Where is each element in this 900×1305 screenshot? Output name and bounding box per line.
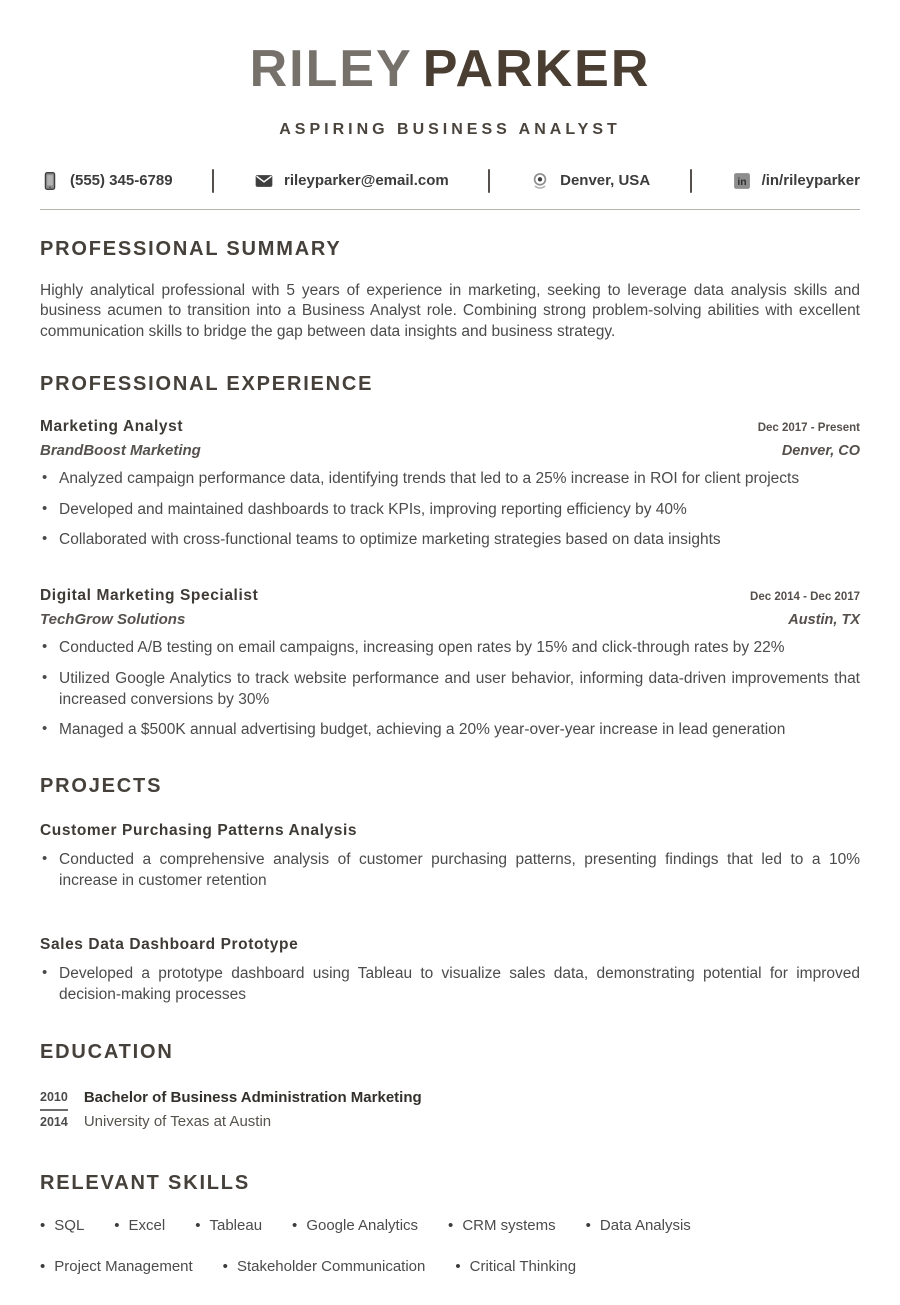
bullet-item: • Conducted a comprehensive analysis of customer purchasing patterns, presenting findings that led to a 10% increase in customer retention	[40, 850, 860, 892]
email-link[interactable]	[254, 171, 449, 191]
skills-list	[40, 1217, 860, 1275]
job-company: BrandBoost Marketing	[40, 441, 201, 459]
linkedin-text: /in/rileyparker	[761, 172, 860, 190]
candidate-last-name: PARKER	[422, 40, 651, 98]
education-years	[40, 1088, 68, 1132]
education-degree: Bachelor of Business Administration Marketing	[83, 1089, 422, 1107]
skill-item: • Excel	[114, 1217, 165, 1234]
bullet-item: • Developed and maintained dashboards to track KPIs, improving reporting efficiency by 40%	[40, 500, 860, 521]
education-year-start: 2010	[40, 1088, 68, 1110]
education-entry	[40, 1088, 860, 1132]
linkedin-link[interactable]	[732, 171, 860, 191]
skill-item: • Google Analytics	[292, 1217, 418, 1234]
skill-item: • Project Management	[40, 1258, 193, 1275]
bullet-item: • Analyzed campaign performance data, identifying trends that led to a 25% increase in ROI for client projects	[40, 469, 860, 490]
candidate-name	[40, 42, 860, 97]
candidate-first-name: RILEY	[249, 40, 413, 98]
summary-heading: PROFESSIONAL SUMMARY	[40, 237, 342, 260]
svg-text:in: in	[736, 176, 747, 188]
project-entry	[40, 936, 860, 1006]
bullet-item: • Developed a prototype dashboard using Tableau to visualize sales data, demonstrating potential for improved decision-making processes	[40, 964, 860, 1006]
job-dates: Dec 2017 - Present	[757, 421, 860, 434]
skill-item: • Critical Thinking	[455, 1258, 576, 1275]
location-item	[530, 171, 650, 191]
skill-item: • Stakeholder Communication	[223, 1258, 426, 1275]
projects-heading: PROJECTS	[40, 775, 163, 798]
location-pin-icon	[530, 171, 550, 191]
education-detail	[84, 1088, 422, 1132]
education-year-end: 2014	[40, 1114, 68, 1129]
education-heading: EDUCATION	[40, 1041, 174, 1064]
job-bullets	[40, 638, 860, 741]
location-text: Denver, USA	[560, 172, 651, 190]
education-list	[40, 1088, 860, 1132]
candidate-title: ASPIRING BUSINESS ANALYST	[279, 120, 621, 138]
job-location: Austin, TX	[788, 612, 860, 629]
job-title: Digital Marketing Specialist	[40, 587, 259, 605]
job-bullets	[40, 469, 860, 551]
bullet-item: • Managed a $500K annual advertising budget, achieving a 20% year-over-year increase in lead generation	[40, 720, 860, 741]
job-entry	[40, 418, 860, 551]
experience-heading: PROFESSIONAL EXPERIENCE	[40, 372, 374, 395]
contact-bar	[40, 169, 860, 193]
job-title: Marketing Analyst	[40, 417, 184, 435]
project-entry	[40, 822, 860, 892]
projects-list	[40, 822, 860, 1005]
resume-header	[40, 42, 860, 210]
bullet-item: • Utilized Google Analytics to track website performance and user behavior, informing data-driven improvements that increased conversions by 30%	[40, 669, 860, 711]
skill-item: • CRM systems	[448, 1217, 556, 1234]
job-entry	[40, 587, 860, 741]
envelope-icon	[254, 171, 274, 191]
job-location: Denver, CO	[781, 442, 860, 459]
phone-text: (555) 345-6789	[70, 172, 173, 190]
section-education	[40, 1041, 860, 1132]
phone-link[interactable]	[40, 171, 173, 191]
linkedin-icon	[732, 171, 752, 191]
project-bullets	[40, 850, 860, 892]
phone-icon	[40, 171, 60, 191]
project-bullets	[40, 964, 860, 1006]
bullet-item: • Conducted A/B testing on email campaigns, increasing open rates by 15% and click-through rates by 22%	[40, 638, 860, 659]
header-divider	[40, 209, 860, 210]
skill-item: • SQL	[40, 1217, 84, 1234]
job-dates: Dec 2014 - Dec 2017	[750, 591, 860, 604]
experience-list	[40, 418, 860, 741]
summary-text: Highly analytical professional with 5 years of experience in marketing, seeking to leverage data analysis skills and business acumen to transition into a Business Analyst role. Combining strong problem-solving abilities with excellent communication skills to bridge the gap between data insights and business strategy.	[40, 281, 860, 341]
project-title: Customer Purchasing Patterns Analysis	[40, 822, 358, 840]
skill-item: • Data Analysis	[586, 1217, 691, 1234]
bullet-item: • Collaborated with cross-functional teams to optimize marketing strategies based on data insights	[40, 530, 860, 551]
section-projects	[40, 775, 860, 1005]
section-professional-experience	[40, 373, 860, 741]
section-professional-summary	[40, 238, 860, 343]
contact-separator	[212, 169, 214, 193]
contact-separator	[690, 169, 692, 193]
skills-heading: RELEVANT SKILLS	[40, 1172, 250, 1195]
education-school: University of Texas at Austin	[83, 1112, 272, 1130]
contact-separator	[488, 169, 490, 193]
job-company: TechGrow Solutions	[40, 611, 186, 629]
project-title: Sales Data Dashboard Prototype	[40, 935, 299, 953]
skill-item: • Tableau	[195, 1217, 262, 1234]
email-text: rileyparker@email.com	[283, 172, 449, 190]
section-relevant-skills	[40, 1172, 860, 1275]
